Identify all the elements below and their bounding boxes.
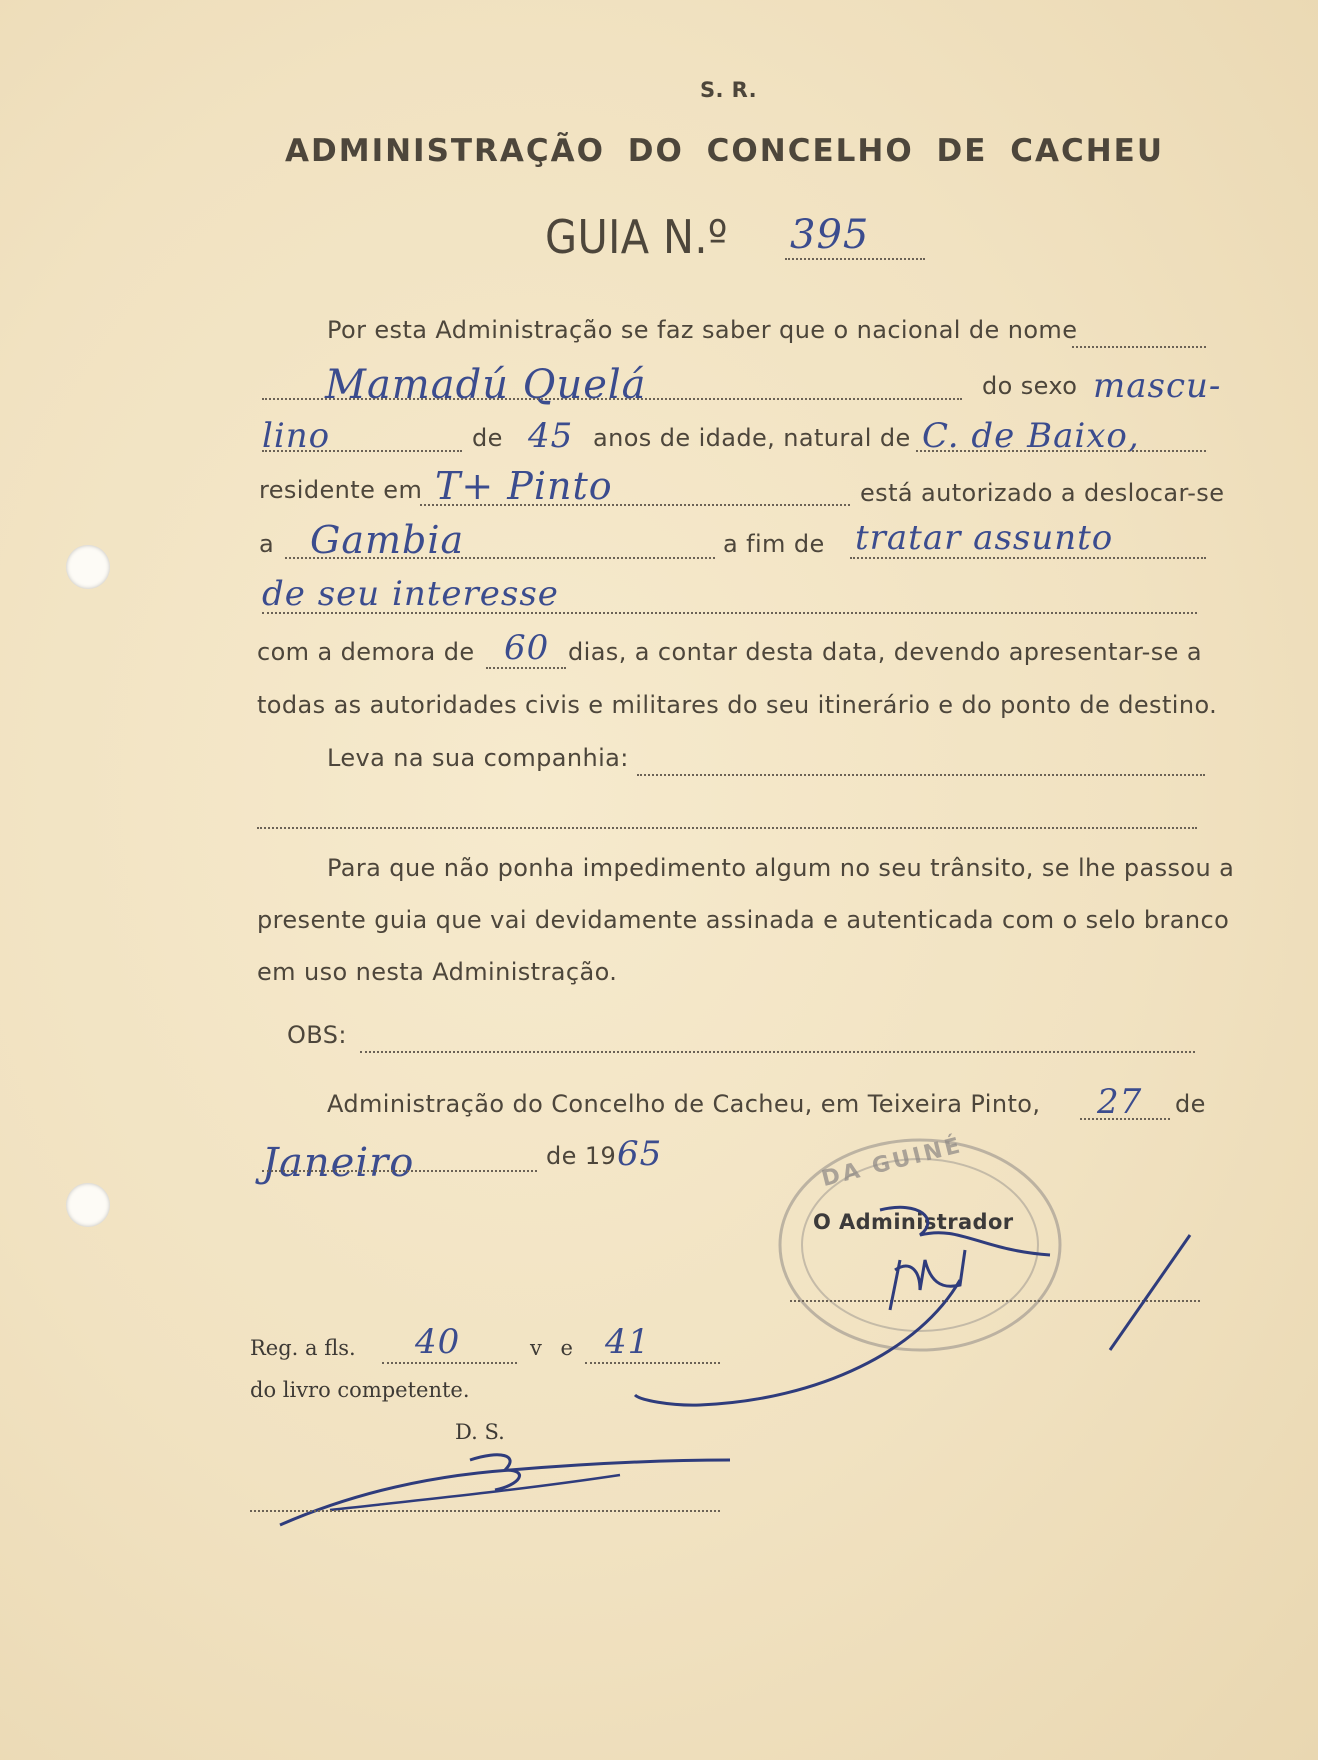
field-fls: 40 — [415, 1322, 461, 1362]
ds-signature — [270, 1430, 740, 1540]
field-dia: 27 — [1097, 1082, 1143, 1122]
dotted-line — [1072, 346, 1206, 348]
field-nome: Mamadú Quelá — [325, 362, 647, 408]
field-ano: 65 — [617, 1134, 663, 1174]
dotted-line — [382, 1362, 517, 1364]
dotted-line — [486, 667, 566, 669]
field-natural: C. de Baixo, — [922, 416, 1140, 456]
dotted-line — [250, 1510, 720, 1512]
label-obs: OBS: — [287, 1021, 347, 1049]
dotted-line — [262, 1170, 537, 1172]
text-line-intro: Por esta Administração se faz saber que o nacional de nome — [327, 316, 1078, 344]
field-idade: 45 — [528, 416, 574, 456]
text-closing: Administração do Concelho de Cacheu, em Teixeira Pinto, — [327, 1090, 1041, 1118]
text-autoridades: todas as autoridades civis e militares do seu itinerário e do ponto de destino. — [257, 691, 1218, 719]
label-dias: dias, a contar desta data, devendo apresentar-se a — [568, 638, 1202, 666]
dotted-line — [1080, 1118, 1170, 1120]
text-paragraph-3: em uso nesta Administração. — [257, 958, 618, 986]
label-de: de — [472, 424, 503, 452]
punch-hole-top — [66, 545, 110, 589]
dotted-line — [360, 1051, 1195, 1053]
label-livro: do livro competente. — [250, 1378, 470, 1402]
dotted-line — [257, 827, 1197, 829]
dotted-line — [285, 557, 715, 559]
label-ano: de 19 — [546, 1142, 617, 1170]
header-sr: S. R. — [700, 78, 757, 102]
label-reg-fls: Reg. a fls. — [250, 1336, 356, 1360]
field-demora: 60 — [504, 628, 550, 668]
text-paragraph-2: presente guia que vai devidamente assinada e autenticada com o selo branco — [257, 906, 1230, 934]
label-a: a — [259, 530, 275, 558]
dotted-line — [262, 450, 462, 452]
label-administrador: O Administrador — [813, 1210, 1014, 1234]
header-administration: ADMINISTRAÇÃO DO CONCELHO DE CACHEU — [285, 133, 1164, 169]
field-fim-1: tratar assunto — [855, 518, 1114, 558]
label-anos-natural: anos de idade, natural de — [593, 424, 911, 452]
label-demora: com a demora de — [257, 638, 475, 666]
field-mes: Janeiro — [262, 1140, 415, 1186]
field-fls-v: 41 — [605, 1322, 651, 1362]
dotted-line — [637, 774, 1205, 776]
guia-number-line — [785, 258, 925, 260]
label-a-fim-de: a fim de — [723, 530, 825, 558]
guia-label: GUIA N.º — [545, 210, 728, 264]
label-residente: residente em — [259, 476, 423, 504]
field-destino: Gambia — [310, 518, 465, 562]
text-paragraph-1: Para que não ponha impedimento algum no seu trânsito, se lhe passou a — [327, 854, 1235, 882]
stamp-text: DA GUINÉ — [819, 1132, 966, 1193]
dotted-line — [916, 450, 1206, 452]
label-companhia: Leva na sua companhia: — [327, 744, 629, 772]
label-v-e: v e — [530, 1336, 579, 1360]
guia-number: 395 — [790, 212, 870, 258]
dotted-line — [420, 504, 850, 506]
field-sexo-1: mascu- — [1093, 366, 1222, 406]
dotted-line — [262, 612, 1197, 614]
punch-hole-bottom — [66, 1183, 110, 1227]
dotted-line — [585, 1362, 720, 1364]
label-autorizado: está autorizado a deslocar-se — [860, 479, 1225, 507]
field-residente: T+ Pinto — [435, 464, 613, 508]
field-fim-2: de seu interesse — [262, 574, 559, 614]
dotted-line — [850, 557, 1206, 559]
label-ds: D. S. — [455, 1420, 505, 1444]
administrator-signature — [620, 1200, 1220, 1420]
label-sexo: do sexo — [982, 372, 1078, 400]
dotted-line — [262, 398, 962, 400]
field-sexo-2: lino — [262, 416, 331, 456]
label-closing-de: de — [1175, 1090, 1206, 1118]
